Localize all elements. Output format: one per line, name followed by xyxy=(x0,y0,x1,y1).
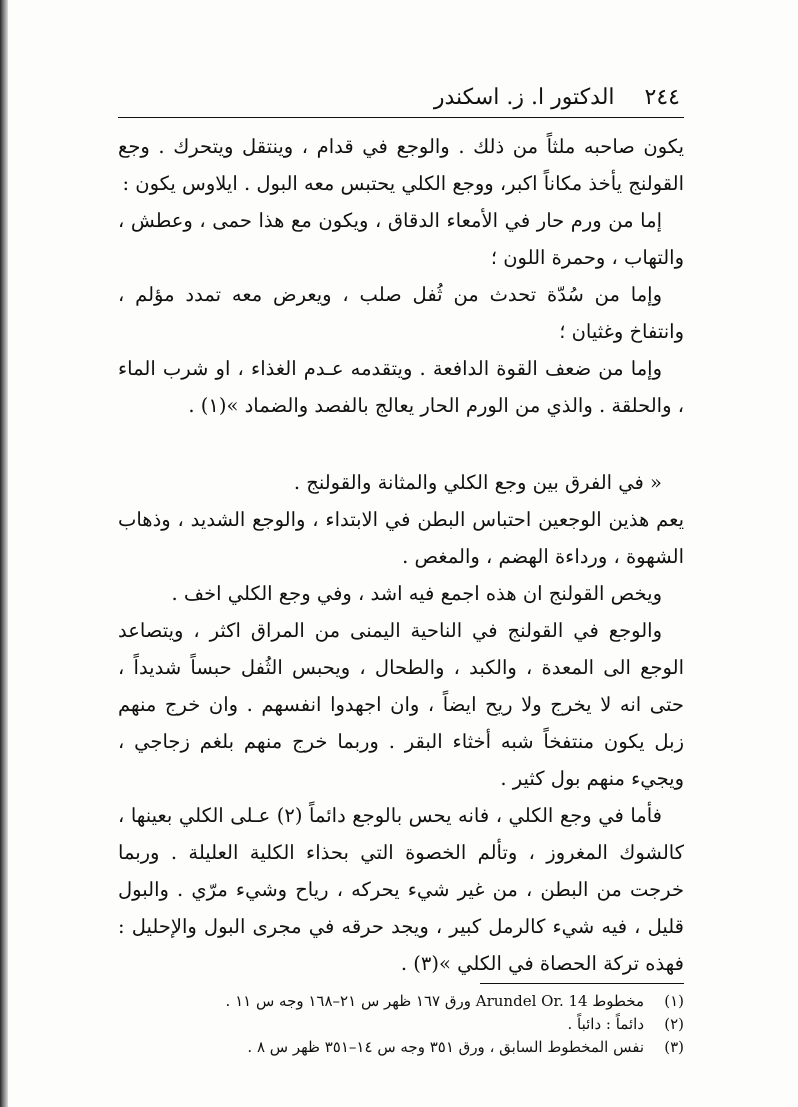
paragraph: وإما من سُدّة تحدث من ثُفل صلب ، ويعرض معه تمدد مؤلم ، وانتفاخ وغثيان ؛ xyxy=(118,283,684,343)
paragraph: ويخص القولنج ان هذه اجمع فيه اشد ، وفي وجع الكلي اخف . xyxy=(171,582,662,605)
footnote-item xyxy=(150,1036,684,1059)
scan-edge-shadow xyxy=(0,0,8,1107)
footnote-text: مخطوط Arundel Or. 14 ورق ١٦٧ ظهر س ٢١–١٦٨ وجه س ١١ . xyxy=(225,992,644,1010)
footnote-number: (١) xyxy=(664,992,684,1010)
paragraph: يكون صاحبه ملثاً من ذلك . والوجع في قدام ، وينتقل ويتحرك . وجع القولنج يأخذ مكاناً اكبر، ووجع الكلي يحتبس معه البول . ايلاوس يكون : xyxy=(118,135,684,195)
paragraph: يعم هذين الوجعين احتباس البطن في الابتداء ، والوجع الشديد ، وذهاب الشهوة ، ورداءة الهضم ، والمغص . xyxy=(118,508,684,568)
footnotes xyxy=(150,990,684,1059)
footnote-rule xyxy=(480,983,684,984)
paragraph: والوجع في القولنج في الناحية اليمنى من المراق اكثر ، ويتصاعد الوجع الى المعدة ، والكبد ، والطحال ، ويحبس الثُفل حبساً شديداً ، حتى انه لا يخرج ولا ريح ايضاً ، وان اجهدوا انفسهم . وان خرج منهم زبل يكون منتفخاً شبه أخثاء البقر . وربما خرج منهم بلغم زجاجي ، ويجيء منهم بول كثير . xyxy=(118,619,684,790)
paragraph: فأما في وجع الكلي ، فانه يحس بالوجع دائماً (٢) عـلى الكلي بعينها ، كالشوك المغروز ، وتألم الخصوة التي بحذاء الكلية العليلة . وربما خرجت من البطن ، من غير شيء يحركه ، رياح وشيء مرّي . والبول قليل ، فيه شيء كالرمل كبير ، ويجد حرقه في مجرى البول والإحليل : فهذه تركة الحصاة في الكلي »(٣) . xyxy=(118,804,684,975)
paragraph: وإما من ضعف القوة الدافعة . ويتقدمه عـدم الغذاء ، او شرب الماء ، والحلقة . والذي من الورم الحار يعالج بالفصد والضماد »(١) . xyxy=(118,357,684,417)
footnote-number: (٢) xyxy=(664,1015,684,1033)
paragraph: إما من ورم حار في الأمعاء الدقاق ، ويكون مع هذا حمى ، وعطش ، والتهاب ، وحمرة اللون ؛ xyxy=(118,209,684,269)
footnote-text: دائماً : دائباً . xyxy=(567,1015,644,1033)
page-number: ٢٤٤ xyxy=(644,84,680,110)
footnote-item xyxy=(150,990,684,1013)
header-rule xyxy=(118,117,684,118)
footnote-number: (٣) xyxy=(664,1038,684,1056)
footnote-item xyxy=(150,1013,684,1036)
body-text xyxy=(118,128,684,982)
page-header xyxy=(120,80,680,114)
section-heading: « في الفرق بين وجع الكلي والمثانة والقولنج . xyxy=(293,471,662,494)
footnote-text: نفس المخطوط السابق ، ورق ٣٥١ وجه س ١٤–٣٥١ ظهر س ٨ . xyxy=(247,1038,644,1056)
running-head-author: الدكتور ا. ز. اسكندر xyxy=(433,84,615,110)
